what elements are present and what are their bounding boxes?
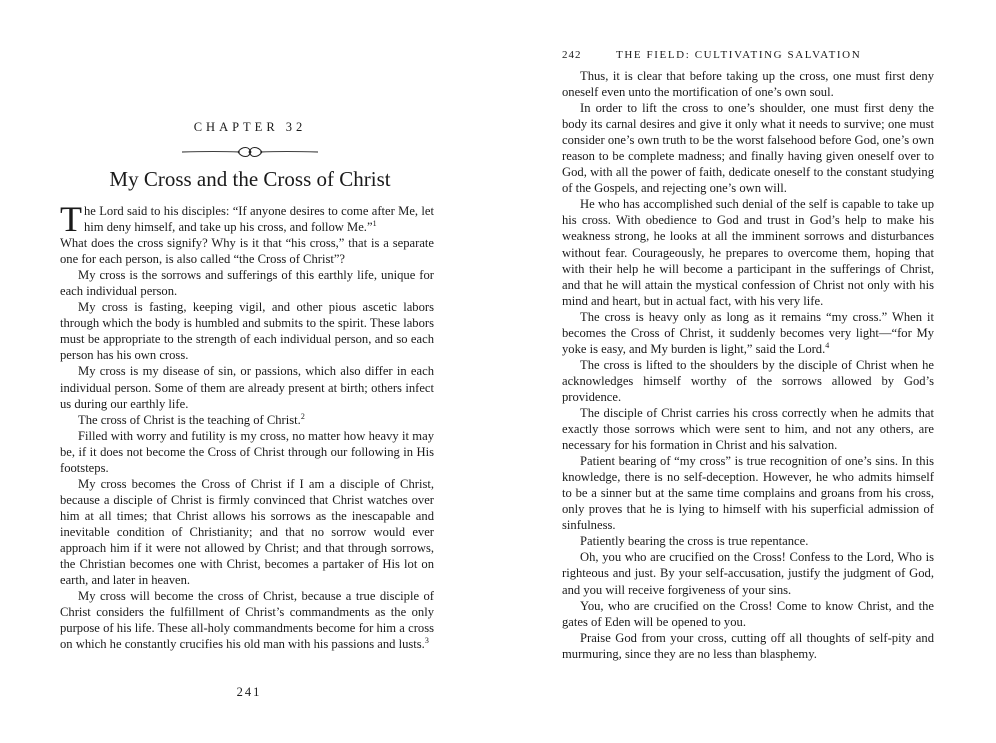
paragraph: Oh, you who are crucified on the Cross! Confess to the Lord, Who is righteous and just. By your self-accusation, justify the judgment of God, and you will receive forgiveness of your sins.: [562, 550, 934, 597]
paragraph: In order to lift the cross to one’s shoulder, one must first deny the body its carnal desires and give it only what it needs to survive; one must consider one’s own truth to be the worst falsehood before God, one’s own reason to be complete madness; and finally having given oneself over to God, with all the power of faith, dedicate oneself to the constant studying of the Gospels, and rejecting one’s own will.: [562, 101, 934, 196]
right-body-text: [562, 68, 934, 662]
paragraph: Patient bearing of “my cross” is true recognition of one’s sins. In this knowledge, there is no self-deception. However, he who admits himself to be a sinner but at the same time complains and groans from his cross, only proves that he is lying to himself with his superficial admission of sinfulness.: [562, 454, 934, 533]
paragraph: My cross is my disease of sin, or passions, which also differ in each individual person. Some of them are already present at birth; others infect us during our earthly life.: [60, 364, 434, 411]
paragraph: He who has accomplished such denial of the self is capable to take up his cross. With obedience to God and trust in God’s help to make his weakness strong, he looks at all the imminent sorrows and disturbances without fear. Courageously, he prepares to overcome them, hoping that with their help he will become a participant in the sufferings of Christ, and that he will attain the mystical confession of Christ not only with his mind and heart, but in actual fact, with his very life.: [562, 197, 934, 308]
paragraph: Filled with worry and futility is my cross, no matter how heavy it may be, if it does not become the Cross of Christ through our following in His footsteps.: [60, 428, 434, 475]
paragraph: The Lord said to his disciples: “If anyone desires to come after Me, let him deny himself, and take up his cross, and follow Me.”$^1$: [60, 199, 434, 239]
left-body-text: [60, 199, 434, 652]
paragraph: The cross of Christ is the teaching of Christ.$^2$: [78, 411, 305, 427]
paragraph: My cross is the sorrows and sufferings of this earthly life, unique for each individual person.: [60, 268, 434, 299]
paragraph: You, who are crucified on the Cross! Come to know Christ, and the gates of Eden will be opened to you.: [562, 598, 934, 629]
footnote-ref: 3: [424, 636, 429, 646]
paragraph: Praise God from your cross, cutting off all thoughts of self-pity and murmuring, since they are no less than blasphemy.: [562, 630, 934, 661]
running-head: [562, 49, 942, 61]
footnote-ref: 1: [372, 219, 377, 229]
footnote-ref: 2: [300, 411, 305, 421]
paragraph: Thus, it is clear that before taking up the cross, one must first deny oneself even unto the mortification of one’s own soul.: [562, 69, 934, 100]
paragraph: My cross is fasting, keeping vigil, and other pious ascetic labors through which the body is humbled and submits to the spirit. These labors must be appropriate to the strength of each individual person, and so each person has his own cross.: [60, 300, 434, 363]
paragraph: What does the cross signify? Why is it that “his cross,” that is a separate one for each person, is also called “the Cross of Christ”?: [60, 236, 434, 267]
footnote-ref: 4: [825, 340, 830, 350]
chapter-title: My Cross and the Cross of Christ: [109, 167, 391, 191]
paragraph: My cross becomes the Cross of Christ if I am a disciple of Christ, because a disciple of Christ is firmly convinced that Christ watches over him at all times; that Christ allows his sorrows as the inescapable and inevitable condition of Christianity; and that no sorrow would ever approach him if it were not allowed by Christ; and that through sorrows, the Christian becomes one with Christ, becomes a partaker of His lot on earth, and later in heaven.: [60, 476, 434, 588]
paragraph: My cross will become the cross of Christ, because a true disciple of Christ considers the fulfillment of Christ’s commandments as the only purpose of his life. These all-holy commandments become for him a cross on which he constantly crucifies his old man with his passions and lusts.$^3$: [60, 589, 434, 652]
drop-cap: T: [60, 199, 82, 239]
running-head-title: THE FIELD: CULTIVATING SALVATION: [616, 49, 862, 61]
paragraph: The disciple of Christ carries his cross correctly when he admits that exactly those sorrows which were sent to him, and not any others, are necessary for his formation in Christ and his salvation.: [562, 405, 934, 453]
chapter-label: CHAPTER 32: [193, 120, 307, 134]
paragraph: The cross is heavy only as long as it remains “my cross.” When it becomes the Cross of Christ, it suddenly becomes very light—“for My yoke is easy, and My burden is light,” said the Lord.$^4$: [562, 309, 934, 356]
page-number: 241: [236, 685, 262, 699]
paragraph: Patiently bearing the cross is true repentance.: [580, 534, 809, 549]
ornament-divider: [180, 144, 320, 160]
page-number: 242: [562, 49, 582, 61]
right-page: [498, 0, 996, 743]
paragraph: The cross is lifted to the shoulders by the disciple of Christ when he acknowledges himself worthy of the sorrows allowed by God’s providence.: [562, 357, 934, 404]
